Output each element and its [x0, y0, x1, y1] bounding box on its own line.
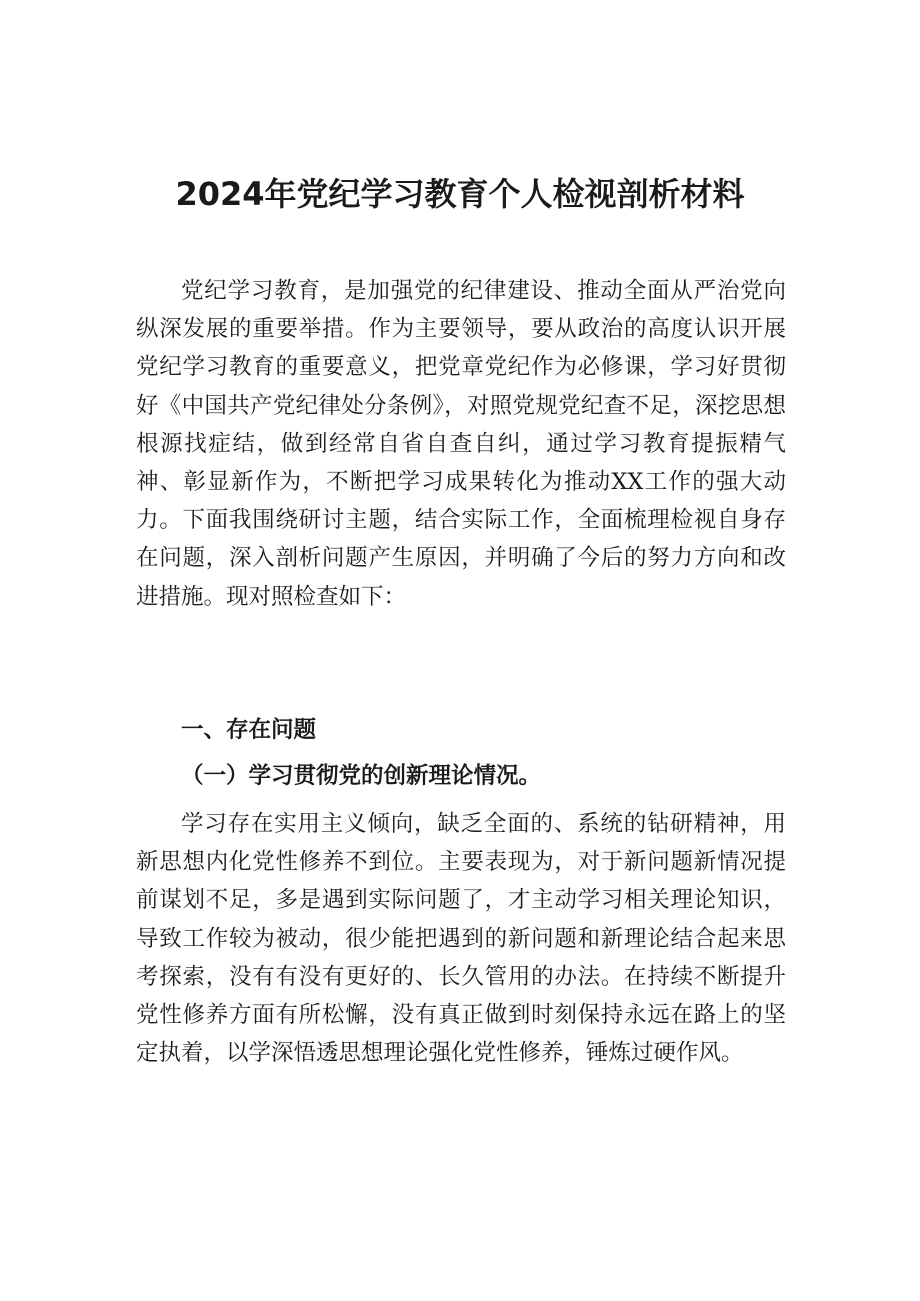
subsection-paragraph-theory-study: 学习存在实用主义倾向，缺乏全面的、系统的钻研精神，用新思想内化党性修养不到位。主要表现为，对于新问题新情况提前谋划不足，多是遇到实际问题了，才主动学习相关理论知识，导致工作较为被动，很少能把遇到的新问题和新理论结合起来思考探索，没有有没有更好的、长久管用的办法。在持续不断提升党性修养方面有所松懈，没有真正做到时刻保持永远在路上的坚定执着，以学深悟透思想理论强化党性修养，锤炼过硬作风。 [136, 811, 786, 1067]
document-title: 2024年党纪学习教育个人检视剖析材料 [175, 175, 745, 213]
subsection-heading-theory-study: （一）学习贯彻党的创新理论情况。 [181, 763, 542, 789]
intro-paragraph: 党纪学习教育，是加强党的纪律建设、推动全面从严治党向纵深发展的重要举措。作为主要领导，要从政治的高度认识开展党纪学习教育的重要意义，把党章党纪作为必修课，学习好贯彻好《中国共产党纪律处分条例》，对照党规党纪查不足，深挖思想根源找症结，做到经常自省自查自纠，通过学习教育提振精气神、彰显新作为，不断把学习成果转化为推动XX工作的强大动力。下面我围绕研讨主题，结合实际工作，全面梳理检视自身存在问题，深入剖析问题产生原因，并明确了今后的努力方向和改进措施。现对照检查如下： [136, 278, 786, 610]
section-heading-problems: 一、存在问题 [181, 717, 317, 743]
